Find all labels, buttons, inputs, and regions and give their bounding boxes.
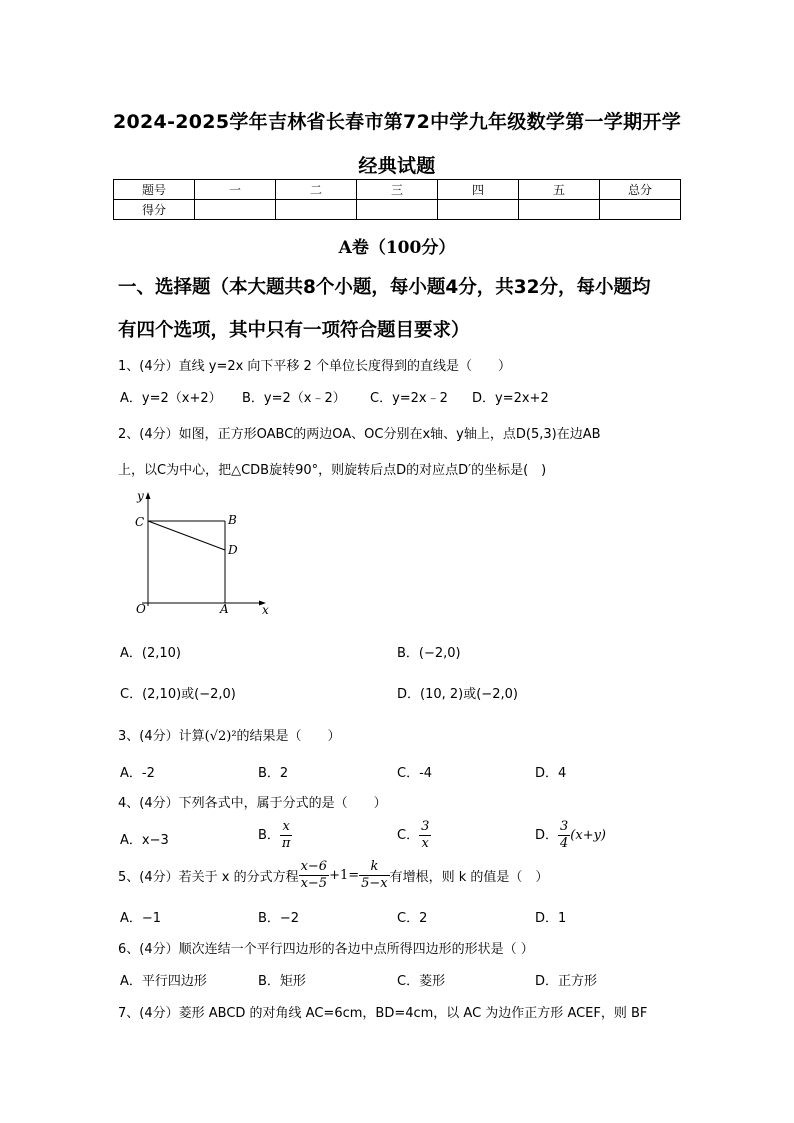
q5-option-b: B．−2 bbox=[258, 911, 300, 926]
score-input-cell bbox=[357, 200, 438, 220]
label-c: C bbox=[135, 515, 145, 529]
volume-heading: A卷（100分） bbox=[338, 238, 456, 258]
q4-option-d-label: D． bbox=[535, 828, 559, 843]
q5-option-a: A．−1 bbox=[120, 911, 162, 926]
fraction-numerator: x−6 bbox=[300, 859, 328, 874]
q1-stem: 1、(4分）直线 y=2x 向下平移 2 个单位长度得到的直线是（ ） bbox=[118, 359, 511, 374]
q4-option-c-label: C． bbox=[397, 828, 420, 843]
q1-option-d: D．y=2x+2 bbox=[472, 391, 549, 406]
q3-option-b: B．2 bbox=[258, 766, 289, 781]
fraction-denominator: π bbox=[281, 836, 291, 851]
q2-option-c: C．(2,10)或(−2,0) bbox=[120, 687, 236, 702]
q1-option-a: A．y=2（x+2） bbox=[120, 391, 222, 406]
label-d: D bbox=[228, 543, 238, 557]
label-x: x bbox=[262, 603, 269, 617]
label-o: O bbox=[136, 602, 146, 616]
q4-option-d-tail: (x+y) bbox=[570, 828, 607, 843]
q4-option-b bbox=[258, 819, 292, 852]
q2-option-a: A．(2,10) bbox=[120, 646, 181, 661]
q3-expression: (√2)² bbox=[204, 729, 237, 744]
q6-option-d: D．正方形 bbox=[535, 974, 598, 989]
q3-stem-suffix: 的结果是（ ） bbox=[236, 729, 341, 744]
q3-stem-prefix: 3、(4分）计算 bbox=[118, 729, 205, 744]
q3-option-a: A．-2 bbox=[120, 766, 155, 781]
q4-option-c-fraction bbox=[419, 819, 431, 852]
q5-option-c: C．2 bbox=[397, 911, 428, 926]
score-table-cell: 三 bbox=[357, 180, 438, 200]
q5-stem-suffix: 有增根，则 k 的值是（ ） bbox=[389, 870, 549, 885]
segment-cd bbox=[148, 521, 225, 550]
q4-option-d bbox=[535, 819, 606, 852]
score-input-cell bbox=[438, 200, 519, 220]
fraction-numerator: 3 bbox=[421, 819, 430, 834]
q6-option-b: B．矩形 bbox=[258, 974, 306, 989]
q4-option-c bbox=[397, 819, 431, 852]
score-table-cell: 总分 bbox=[600, 180, 681, 200]
q2-option-d: D．(10, 2)或(−2,0) bbox=[397, 687, 518, 702]
y-axis-arrow bbox=[146, 492, 151, 499]
score-table-header-row bbox=[114, 180, 681, 200]
score-table-cell: 一 bbox=[195, 180, 276, 200]
q6-option-c: C．菱形 bbox=[397, 974, 446, 989]
q2-option-b: B．(−2,0) bbox=[397, 646, 461, 661]
q5-stem bbox=[118, 859, 548, 892]
q6-option-a: A．平行四边形 bbox=[120, 974, 207, 989]
q5-fraction-right bbox=[359, 859, 390, 892]
q5-option-d: D．1 bbox=[535, 911, 567, 926]
score-input-cell bbox=[195, 200, 276, 220]
fraction-denominator: x bbox=[421, 836, 429, 851]
fraction-denominator: 5−x bbox=[361, 876, 388, 891]
score-input-cell bbox=[600, 200, 681, 220]
fraction-numerator: x bbox=[280, 819, 293, 836]
page-title-line1: 2024-2025学年吉林省长春市第72中学九年级数学第一学期开学 bbox=[113, 111, 681, 133]
part1-heading-line1: 一、选择题（本大题共8个小题，每小题4分，共32分，每小题均 bbox=[118, 277, 651, 298]
part1-heading-line2: 有四个选项，其中只有一项符合题目要求） bbox=[118, 320, 470, 341]
q2-stem-line1: 2、(4分）如图，正方形OABC的两边OA、OC分别在x轴、y轴上，点D(5,3)在边AB bbox=[118, 427, 601, 442]
score-table-cell: 得分 bbox=[114, 200, 195, 220]
score-table-cell: 题号 bbox=[114, 180, 195, 200]
score-input-cell bbox=[519, 200, 600, 220]
q3-option-d: D．4 bbox=[535, 766, 567, 781]
q6-stem: 6、(4分）顺次连结一个平行四边形的各边中点所得四边形的形状是（ ） bbox=[118, 942, 534, 957]
score-table-cell: 二 bbox=[276, 180, 357, 200]
score-table-score-row bbox=[114, 200, 681, 220]
score-table-cell: 五 bbox=[519, 180, 600, 200]
q7-stem: 7、(4分）菱形 ABCD 的对角线 AC=6cm，BD=4cm，以 AC 为边作正方形 ACEF，则 BF bbox=[118, 1006, 648, 1021]
q4-stem: 4、(4分）下列各式中，属于分式的是（ ） bbox=[118, 796, 387, 811]
q1-option-b: B．y=2（x﹣2） bbox=[242, 391, 346, 406]
score-input-cell bbox=[276, 200, 357, 220]
label-y: y bbox=[137, 489, 144, 503]
fraction-denominator: 4 bbox=[560, 836, 569, 851]
fraction-numerator: 3 bbox=[560, 819, 569, 834]
q5-stem-prefix: 5、(4分）若关于 x 的分式方程 bbox=[118, 870, 299, 885]
q1-option-c: C．y=2x﹣2 bbox=[370, 391, 448, 406]
fraction-denominator: x−5 bbox=[300, 876, 328, 891]
q2-stem-line2: 上，以C为中心，把△CDB旋转90°，则旋转后点D的对应点D′的坐标是( ) bbox=[118, 463, 547, 478]
score-table bbox=[113, 179, 681, 220]
page-title-line2: 经典试题 bbox=[358, 155, 436, 177]
q2-figure bbox=[128, 488, 274, 618]
q5-fraction-left bbox=[299, 859, 330, 892]
q5-equation-middle: +1= bbox=[329, 868, 360, 883]
q4-option-a: A．x−3 bbox=[120, 833, 169, 848]
q4-option-d-fraction bbox=[558, 819, 570, 852]
q4-option-b-label: B． bbox=[258, 828, 280, 843]
label-b: B bbox=[228, 513, 237, 527]
score-table-cell: 四 bbox=[438, 180, 519, 200]
q3-option-c: C．-4 bbox=[397, 766, 433, 781]
q3-stem bbox=[118, 725, 341, 744]
fraction-numerator: k bbox=[359, 859, 390, 876]
q4-option-b-fraction bbox=[280, 819, 293, 852]
label-a: A bbox=[220, 602, 229, 616]
